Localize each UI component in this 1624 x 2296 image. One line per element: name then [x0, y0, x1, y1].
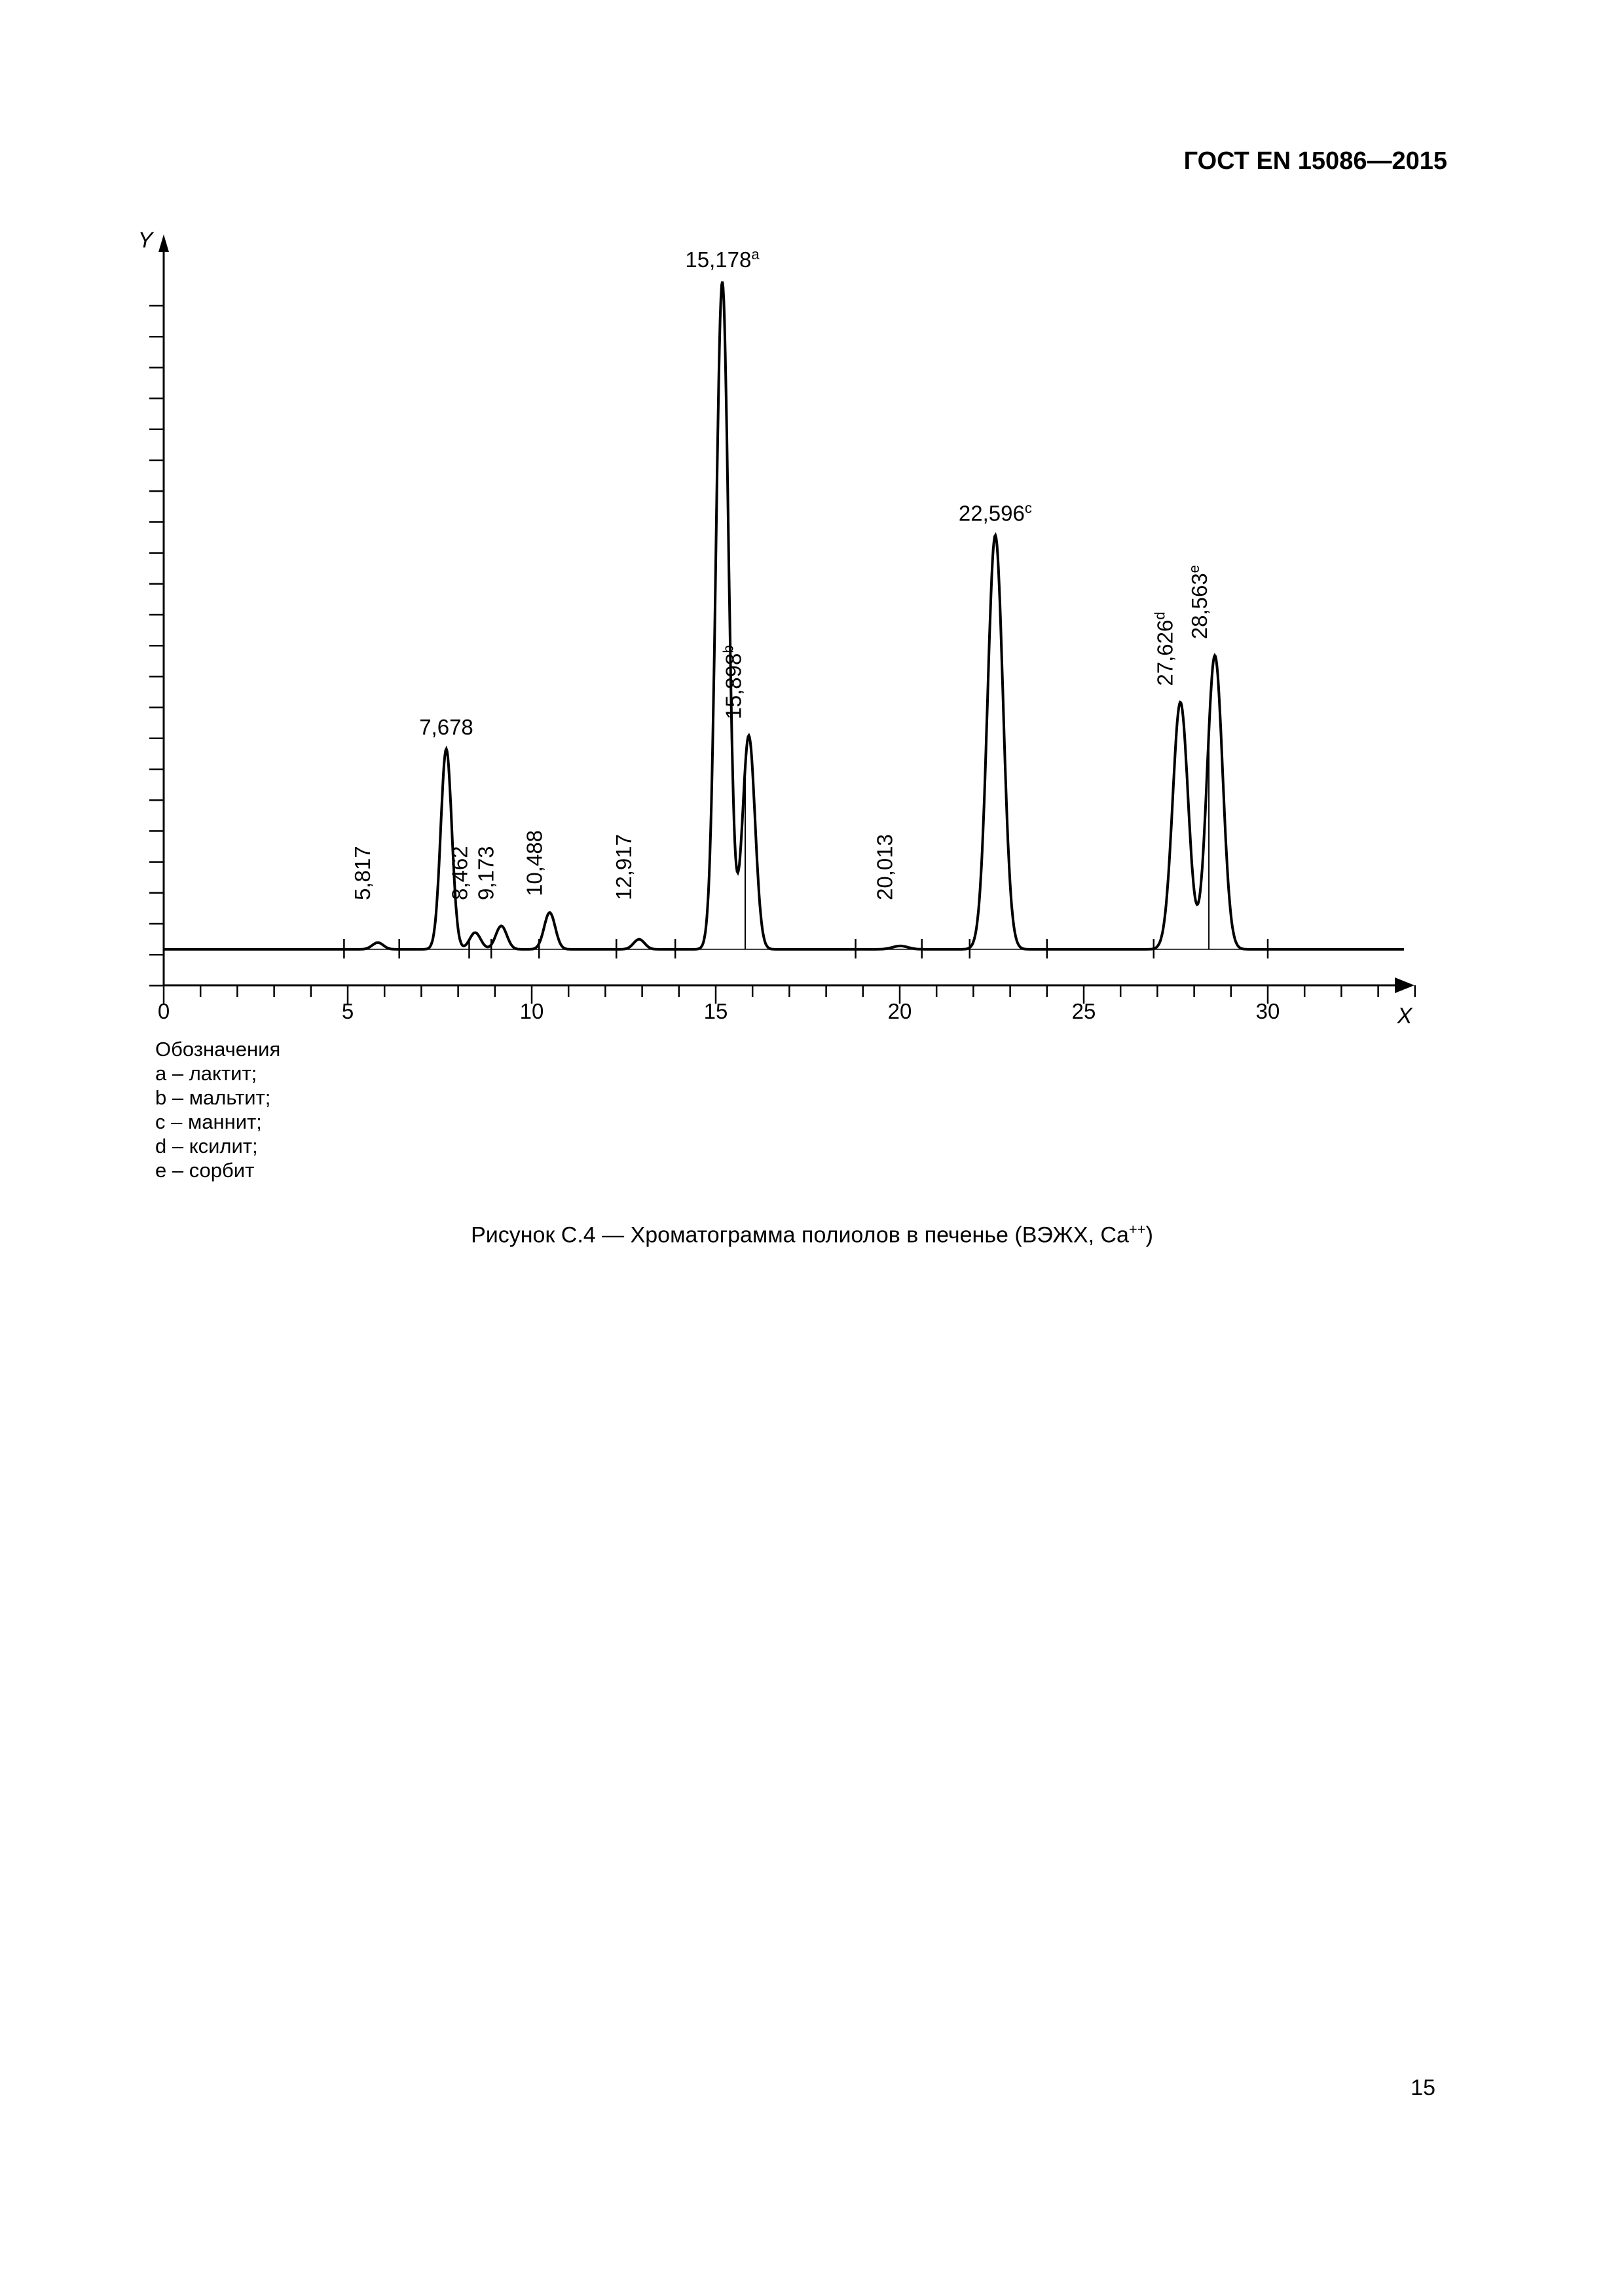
legend-title: Обозначения [155, 1038, 281, 1061]
peak-label: 5,817 [350, 846, 375, 900]
figure-caption [0, 1221, 1624, 1248]
x-tick-label: 30 [1255, 999, 1280, 1023]
peak-label: 9,173 [473, 846, 498, 900]
peak-label: 28,563e [1185, 565, 1212, 640]
peak-label: 22,596$^c$ [958, 500, 1032, 526]
peak-label: 12,917 [611, 834, 636, 900]
legend-item: e – сорбит [155, 1159, 255, 1182]
legend-item: b – мальтит; [155, 1086, 271, 1109]
peak-label: 15,898$^b$ [719, 645, 746, 720]
legend [155, 1037, 280, 1182]
y-axis-label: Y [138, 228, 153, 253]
document-id: ГОСТ EN 15086—2015 [1183, 147, 1447, 175]
x-tick-label: 5 [341, 999, 354, 1023]
x-tick-label: 20 [887, 999, 912, 1023]
peak-label-superscript: d [1151, 611, 1168, 620]
page-number: 15 [1411, 2075, 1435, 2100]
axes [138, 228, 1413, 1029]
peak-label-superscript: c [1024, 500, 1032, 517]
x-tick-label: 15 [703, 999, 728, 1023]
peak-label: 20,013 [872, 834, 897, 900]
peak-label: 8,462 [447, 846, 472, 900]
peak-label-superscript: e [1185, 565, 1202, 574]
peak-label: 10,488 [522, 829, 547, 896]
peak-label-superscript: a [751, 246, 760, 263]
legend-item: c – маннит; [155, 1110, 262, 1133]
y-axis-arrow [158, 234, 169, 252]
legend-item: d – ксилит; [155, 1135, 258, 1157]
axis-ticks [149, 306, 1415, 1023]
peak-label: 7,678 [419, 715, 473, 739]
peak-label: 15,178$^a$ [685, 246, 760, 272]
caption-end: ) [1145, 1222, 1153, 1248]
x-axis-label: X [1397, 1004, 1412, 1029]
x-tick-label: 25 [1071, 999, 1096, 1023]
caption-text: Рисунок С.4 — Хроматограмма полиолов в печенье (ВЭЖХ, Ca [471, 1222, 1129, 1248]
x-tick-label: 10 [519, 999, 544, 1023]
peak-label-superscript: b [719, 645, 736, 653]
legend-item: a – лактит; [155, 1062, 257, 1085]
x-tick-label: 0 [157, 999, 170, 1023]
caption-superscript: ++ [1128, 1221, 1146, 1237]
peak-label: 27,626$^d$ [1151, 611, 1177, 686]
peak-labels [350, 246, 1211, 901]
